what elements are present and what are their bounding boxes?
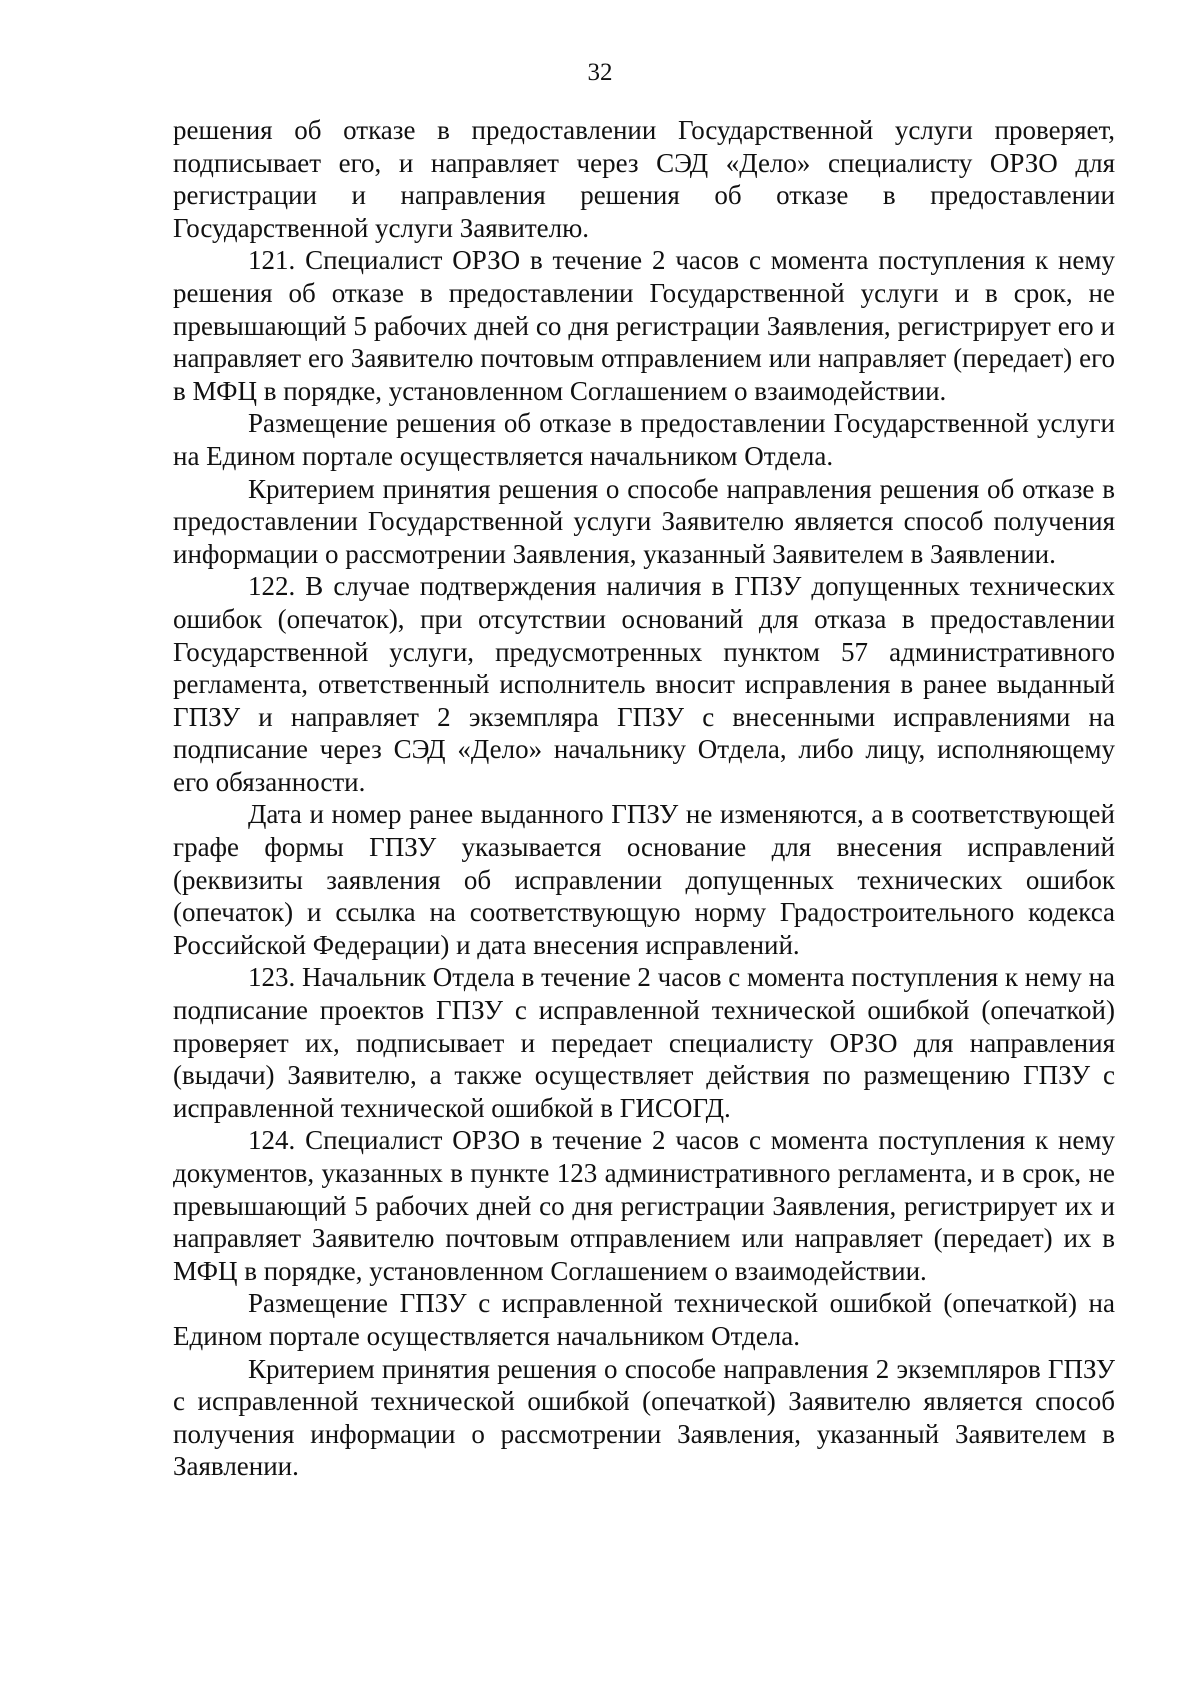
paragraph-122: 122. В случае подтверждения наличия в ГПЗУ допущенных технических ошибок (опечаток), при отсутствии оснований для отказа в предоставлении Государственной услуги, предусмотренных пунктом 57 административного регламента, ответственный исполнитель вносит исправления в ранее выданный ГПЗУ и направляет 2 экземпляра ГПЗУ с внесенными исправлениями на подписание через СЭД «Дело» начальнику Отдела, либо лицу, исполняющему его обязанности. (173, 571, 1115, 797)
paragraph-123: 123. Начальник Отдела в течение 2 часов с момента поступления к нему на подписание проектов ГПЗУ с исправленной технической ошибкой (опечаткой) проверяет их, подписывает и передает специалисту ОРЗО для направления (выдачи) Заявителю, а также осуществляет действия по размещению ГПЗУ с исправленной технической ошибкой в ГИСОГД. (173, 962, 1116, 1123)
paragraph-portal-gpzu: Размещение ГПЗУ с исправленной технической ошибкой (опечаткой) на Едином портале осуществляется начальником Отдела. (173, 1288, 1115, 1351)
paragraph-121: 121. Специалист ОРЗО в течение 2 часов с момента поступления к нему решения об отказе в предоставлении Государственной услуги и в срок, не превышающий 5 рабочих дней со дня регистрации Заявления, регистрирует его и направляет его Заявителю почтовым отправлением или направляет (передает) его в МФЦ в порядке, установленном Соглашением о взаимодействии. (173, 245, 1115, 406)
paragraph-criterion-refusal: Критерием принятия решения о способе направления решения об отказе в предоставлении Государственной услуги Заявителю является способ получения информации о рассмотрении Заявления, указанный Заявителем в Заявлении. (173, 473, 1115, 569)
page-number: 32 (587, 59, 613, 86)
paragraph-criterion-gpzu: Критерием принятия решения о способе направления 2 экземпляров ГПЗУ с исправленной технической ошибкой (опечаткой) Заявителю является способ получения информации о рассмотрении Заявления, указанный Заявителем в Заявлении. (173, 1353, 1115, 1482)
paragraph-portal-refusal: Размещение решения об отказе в предоставлении Государственной услуги на Едином портале осуществляется начальником Отдела. (173, 408, 1115, 471)
paragraph-date-number: Дата и номер ранее выданного ГПЗУ не изменяются, а в соответствующей графе формы ГПЗУ указывается основание для внесения исправлений (реквизиты заявления об исправлении допущенных технических ошибок (опечаток) и ссылка на соответствующую норму Градостроительного кодекса Российской Федерации) и дата внесения исправлений. (173, 799, 1115, 960)
document-body (173, 114, 1115, 1483)
paragraph-continuation: решения об отказе в предоставлении Государственной услуги проверяет, подписывает его, и направляет через СЭД «Дело» специалисту ОРЗО для регистрации и направления решения об отказе в предоставлении Государственной услуги Заявителю. (173, 115, 1115, 243)
paragraph-124: 124. Специалист ОРЗО в течение 2 часов с момента поступления к нему документов, указанных в пункте 123 административного регламента, и в срок, не превышающий 5 рабочих дней со дня регистрации Заявления, регистрирует их и направляет Заявителю почтовым отправлением или направляет (передает) их в МФЦ в порядке, установленном Соглашением о взаимодействии. (173, 1125, 1115, 1286)
